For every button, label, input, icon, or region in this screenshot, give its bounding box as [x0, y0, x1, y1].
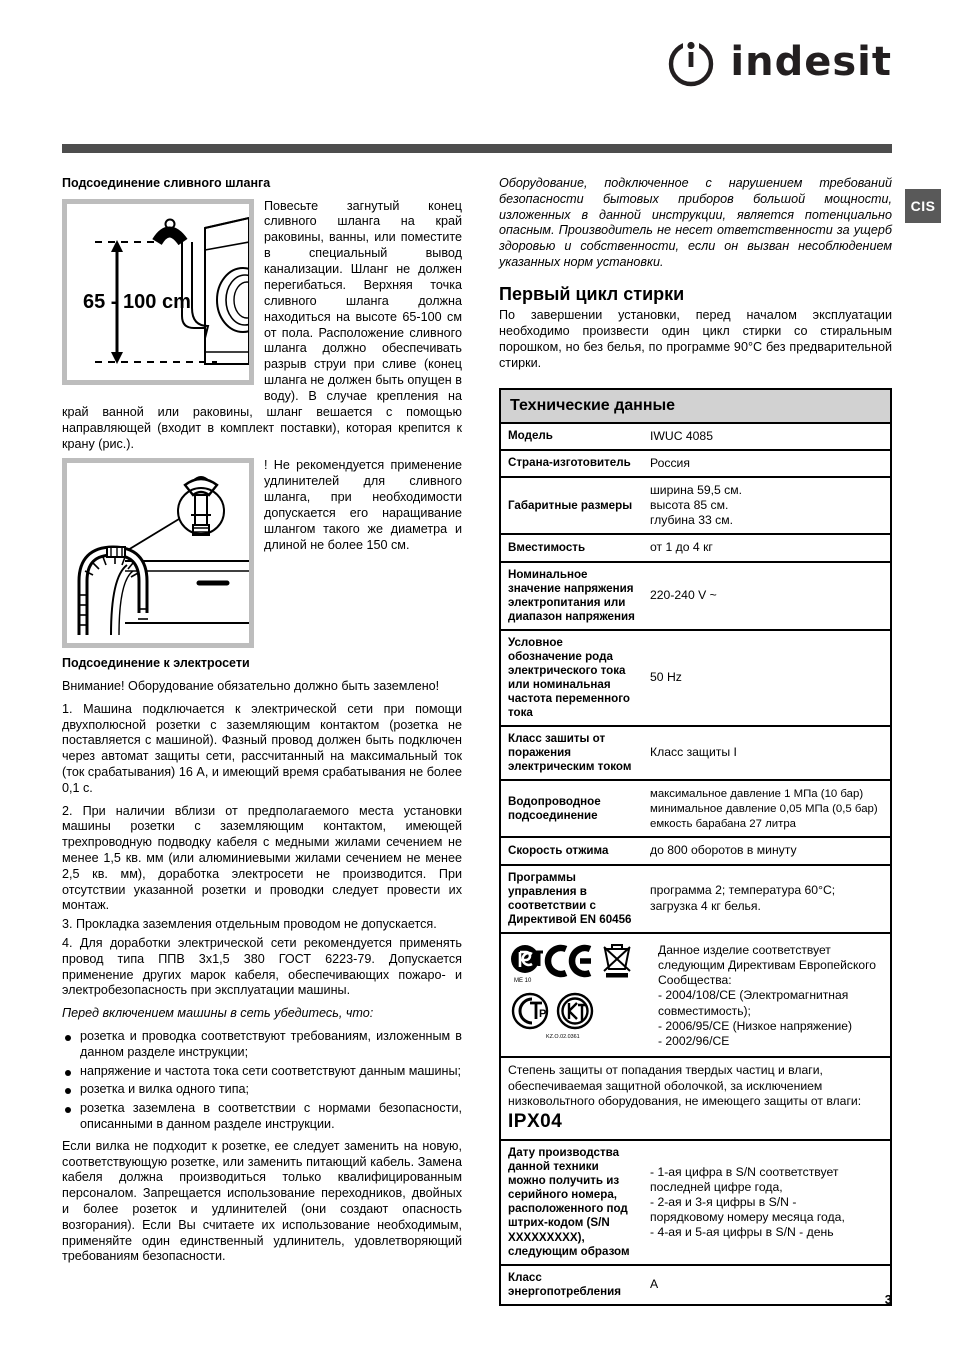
- gost-r-rst-mark-icon: [511, 945, 543, 973]
- row-value: [643, 477, 891, 534]
- row-key: Модель: [500, 423, 643, 450]
- cert-text-line: Сообщества:: [658, 973, 732, 988]
- row-value-line: емкость барабана 27 литра: [650, 818, 797, 831]
- cert-text-line: - 2002/96/СЕ: [658, 1034, 730, 1049]
- certification-text: [658, 941, 876, 1050]
- row-key: Номинальное значение напряжения электропитания или диапазон напряжения: [500, 562, 643, 630]
- electrical-item-2: 2. При наличии вблизи от предполагаемого места установки машины розетки с заземляющим контактом, имеющей трехпроводную подводку кабеля с медными жилами сечением не менее 1,5 кв. мм (или алюминиевыми жилами сечением не менее 2,5 кв. мм), доработка электросети не производится. При отсутствии указанной розетки и проводки следует провести их монтаж.: [62, 803, 462, 913]
- row-key: Класс зашиты от поражения электрическим током: [500, 726, 643, 780]
- electrical-heading: Подсоединение к электросети: [62, 656, 250, 671]
- row-value-line: - 2-ая и 3-я цифры в S/N -: [650, 1194, 797, 1209]
- row-value-line: - 1-ая цифра в S/N соответствует: [650, 1164, 839, 1179]
- indesit-power-i-logo-icon: [665, 36, 717, 88]
- row-value: Россия: [643, 450, 891, 477]
- table-row: [500, 1140, 891, 1264]
- certification-marks-group: [508, 941, 648, 1046]
- row-value-line: - 4-ая и 5-ая цифры в S/N - день: [650, 1225, 834, 1240]
- row-value-line: минимальное давление 0,05 МПа (0,5 бар): [650, 803, 878, 816]
- list-item: розетка и проводка соответствуют требованиям, изложенным в данном разделе инструкции;: [62, 1029, 462, 1061]
- cert-text-line: - 2006/95/СЕ (Низкое напряжение): [658, 1018, 853, 1033]
- brand-header: [0, 36, 954, 93]
- row-value: 220-240 V ~: [643, 562, 891, 630]
- ce-mark-icon: [548, 948, 591, 974]
- row-value: Класс защиты I: [643, 726, 891, 780]
- row-value: IWUC 4085: [643, 423, 891, 450]
- kazakhstan-gost-k-mark-icon: [558, 994, 592, 1028]
- row-key: Вместимость: [500, 534, 643, 561]
- list-item: розетка заземлена в соответствии с нормами безопасности, описанными в данном разделе инструкции.: [62, 1101, 462, 1133]
- header-rule: [62, 144, 892, 153]
- row-key: Класс энергопотребления: [500, 1265, 643, 1305]
- row-value: 50 Hz: [643, 630, 891, 726]
- cert-text-line: Данное изделие соответствует: [658, 942, 831, 957]
- table-row: [500, 562, 891, 630]
- safety-disclaimer: Оборудование, подключенное с нарушением требований безопасности бытовых приборов большой мощности, изложенных в данной инструкции, является потенциально опасным. Производитель не несет ответственности за ущерб здоровью и собственности, если он вызван несоблюдением указанных норм установки.: [499, 176, 892, 269]
- page-number: 3: [884, 1292, 892, 1307]
- drain-hose-heading: Подсоединение сливного шланга: [62, 176, 271, 190]
- left-column: [62, 176, 462, 1272]
- first-wash-cycle-heading: Первый цикл стирки: [499, 283, 685, 304]
- drain-hose-figures-and-text: [62, 199, 462, 655]
- cert-text-line: - 2004/108/СЕ (Электромагнитная: [658, 988, 849, 1003]
- list-item: напряжение и частота тока сети соответствуют данным машины;: [62, 1064, 462, 1080]
- table-row: [500, 865, 891, 933]
- certification-row: [500, 933, 891, 1058]
- table-row: [500, 423, 891, 450]
- row-value: А: [643, 1265, 891, 1305]
- table-header-row: [500, 389, 891, 423]
- customs-union-eac-tr-mark-icon: [513, 994, 547, 1028]
- electrical-item-1: 1. Машина подключается к электрической сети при помощи двухполюсной розетки с заземляющим контактом (розетка не поставляется с машиной). Фазный провод должен быть подключен через автомат защиты сети, рассчитанный на максимальный ток (ток срабатывания) 16 А, и имеющий время срабатывания не более 0,1 с.: [62, 701, 462, 795]
- cert-text-line: совместимость);: [658, 1003, 751, 1018]
- cert-text-line: следующим Директивам Европейского: [658, 957, 876, 972]
- svg-text:ME 10: ME 10: [514, 977, 532, 984]
- row-value-line: последней цифре года,: [650, 1179, 783, 1194]
- right-column: [499, 176, 892, 1306]
- row-key: Программы управления в соответствии с Директивой EN 60456: [500, 865, 643, 933]
- drain-hose-paragraph-1: Повесьте загнутый конец сливного шланга на край раковины, ванны, или поместите в специальный вывод канализации. Шланг не должен перегибаться. Верхняя точка сливного шланга должна находиться на высоте 65-100 см от пола. Расположение сливного шланга должно обеспечивать разрыв струи при сливе (конец шланга не должен быть опущен в воду). В случае крепления на край ванной или раковины, шланг вешается с помощью направляющей (входит в комплект поставки), которая крепится к крану (рис.).: [62, 198, 462, 451]
- ip-rating-description: Степень защиты от попадания твердых частиц и влаги, обеспечиваемая защитной оболочкой, за исключением низковольтного оборудования, не имеющего защиты от влаги:: [508, 1063, 862, 1109]
- weee-crossed-bin-icon: [604, 945, 630, 978]
- first-wash-cycle-text: По завершении установки, перед началом эксплуатации необходимо произвести один цикл стирки со стиральным порошком, но без белья, по программе 90°С без предварительной стирки.: [499, 308, 892, 370]
- electrical-item-4: 4. Для доработки электрической сети рекомендуется применять провод типа ППВ 3x1,5 380 ГОСТ 6223-79. Допускается применение других марок кабеля, обеспечивающих пожаро- и электробезопасность при эксплуатации машины.: [62, 935, 462, 998]
- electrical-closing: Если вилка не подходит к розетке, ее следует заменить на новую, соответствующую розетке, или заменить питающий кабель. Замена кабеля должна производиться только квалифицированным персоналом. Запрещается использование переходников, двойных и более розеток и удлинителей (они создают опасность возгорания). Если Вы считаете их использование необходимым, применяйте один единственный удлинитель, удовлетворяющий требованиям безопасности.: [62, 1138, 462, 1264]
- electrical-item-3: 3. Прокладка заземления отдельным проводом не допускается.: [62, 917, 437, 932]
- table-row: [500, 780, 891, 837]
- row-key: Габаритные размеры: [500, 477, 643, 534]
- electrical-warning: Внимание! Оборудование обязательно должно быть заземлено!: [62, 679, 440, 693]
- ip-rating-value: IPX04: [508, 1111, 563, 1133]
- row-key: Условное обозначение рода электрического тока или номинальная частота переменного тока: [500, 630, 643, 726]
- row-value: [643, 1140, 891, 1264]
- table-row: [500, 450, 891, 477]
- checklist-intro: Перед включением машины в сеть убедитесь, что:: [62, 1006, 374, 1021]
- brand-wordmark: indesit: [730, 39, 892, 85]
- list-item: розетка и вилка одного типа;: [62, 1082, 462, 1098]
- svg-text:KZ.O.02.0361: KZ.O.02.0361: [546, 1033, 580, 1040]
- table-row: [500, 630, 891, 726]
- drain-hose-height-diagram-icon: [62, 199, 254, 385]
- row-value: [643, 780, 891, 837]
- row-value: [643, 865, 891, 933]
- locale-tab-cis: CIS: [905, 189, 941, 223]
- table-row: [500, 477, 891, 534]
- row-key: Страна-изготовитель: [500, 450, 643, 477]
- row-key: Скорость отжима: [500, 837, 643, 864]
- row-key: Водопроводное подсоединение: [500, 780, 643, 837]
- table-row: [500, 534, 891, 561]
- pre-power-checklist: [62, 1029, 462, 1133]
- technical-data-title: Технические данные: [500, 389, 891, 423]
- row-value-line: программа 2; температура 60°С;: [650, 883, 836, 898]
- technical-data-table: [499, 388, 892, 1306]
- row-value: от 1 до 4 кг: [643, 534, 891, 561]
- table-row: [500, 837, 891, 864]
- row-value-line: порядковому номеру месяца года,: [650, 1210, 845, 1225]
- row-value-line: глубина 33 см.: [650, 513, 734, 528]
- row-value-line: ширина 59,5 см.: [650, 483, 743, 498]
- drain-hose-paragraph-2: ! Не рекомендуется применение удлинителей для сливного шланга, при необходимости допускается его наращивание шлангом такого же диаметра и длиной не более 150 см.: [264, 458, 462, 552]
- row-value-line: максимальное давление 1 МПа (10 бар): [650, 787, 864, 800]
- row-value-line: высота 85 см.: [650, 498, 729, 513]
- ip-rating-row: [500, 1057, 891, 1140]
- row-value: до 800 оборотов в минуту: [643, 837, 891, 864]
- row-key: Дату производства данной техники можно получить из серийного номера, расположенного под штрих-кодом (S/N XXXXXXXXX), следующим образом: [500, 1140, 643, 1264]
- row-value-line: загрузка 4 кг белья.: [650, 898, 761, 913]
- drain-hose-tap-guide-diagram-icon: [62, 458, 254, 648]
- svg-text:Р: Р: [539, 1007, 547, 1020]
- table-row: [500, 726, 891, 780]
- svg-text:65 - 100 cm: 65 - 100 cm: [83, 290, 191, 313]
